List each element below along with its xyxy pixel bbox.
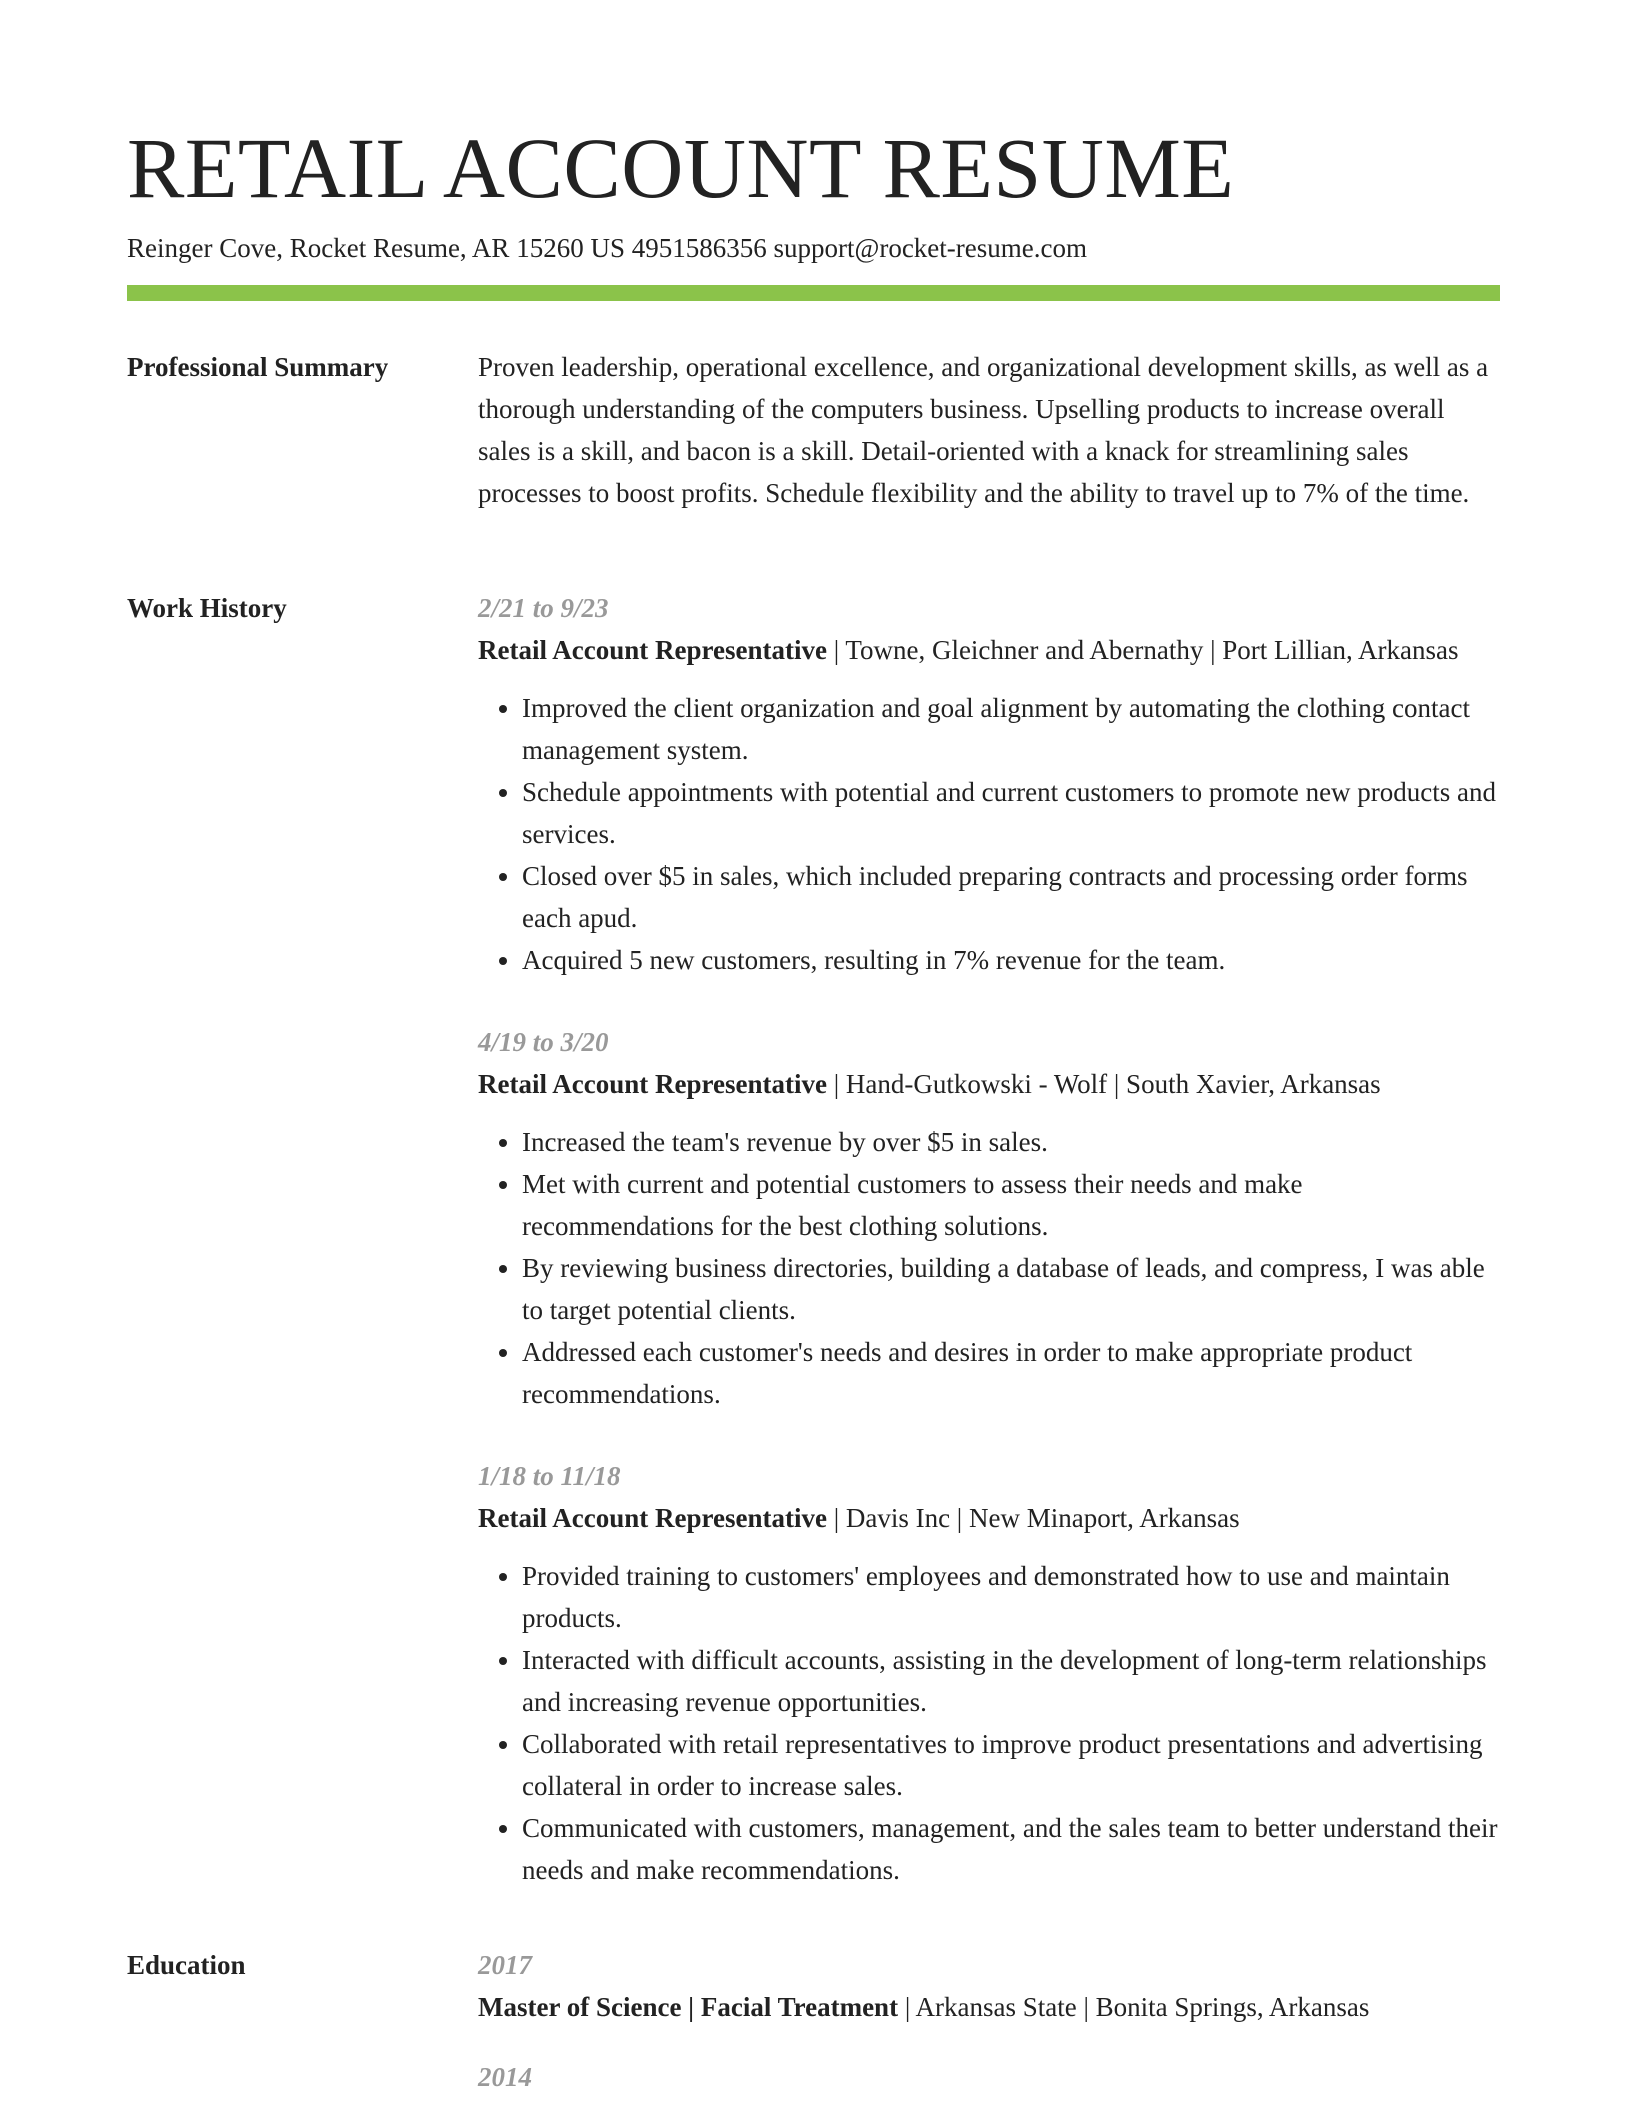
job-details: | Hand-Gutkowski - Wolf | South Xavier, Arkansas — [826, 1069, 1381, 1099]
job-bullet: • Improved the client organization and goal alignment by automating the clothing contact management system. — [522, 687, 1500, 771]
job-entry — [478, 1021, 1500, 1415]
job-bullet: • Provided training to customers' employees and demonstrated how to use and maintain products. — [522, 1555, 1500, 1639]
job-details: | Towne, Gleichner and Abernathy | Port Lillian, Arkansas — [826, 635, 1459, 665]
education-label: Education — [127, 1950, 246, 1980]
job-entry — [478, 1455, 1500, 1891]
education-degree: Master of Science | Facial Treatment — [478, 1992, 899, 2022]
education-heading — [478, 1986, 1500, 2028]
job-heading — [478, 1063, 1500, 1105]
education-body — [478, 1944, 1500, 2098]
job-title: Retail Account Representative — [478, 1069, 827, 1099]
work-history-label: Work History — [127, 593, 287, 623]
summary-label: Professional Summary — [127, 352, 389, 382]
job-bullet: • Met with current and potential customers to assess their needs and make recommendations for the best clothing solutions. — [522, 1163, 1500, 1247]
education-entry — [478, 2056, 1500, 2098]
job-bullet: • Closed over $5 in sales, which included preparing contracts and processing order forms each apud. — [522, 855, 1500, 939]
work-history-body — [478, 587, 1500, 1891]
education-year: 2017 — [478, 1950, 532, 1980]
job-heading — [478, 629, 1500, 671]
education-year: 2014 — [478, 2062, 532, 2092]
job-bullet: • Interacted with difficult accounts, assisting in the development of long-term relationships and increasing revenue opportunities. — [522, 1639, 1500, 1723]
job-title: Retail Account Representative — [478, 635, 827, 665]
job-bullet: • Communicated with customers, management, and the sales team to better understand their needs and make recommendations. — [522, 1807, 1500, 1891]
job-entry — [478, 587, 1500, 981]
job-bullets — [478, 687, 1500, 981]
job-details: | Davis Inc | New Minaport, Arkansas — [826, 1503, 1240, 1533]
job-heading — [478, 1497, 1500, 1539]
job-bullet: • Schedule appointments with potential and current customers to promote new products and services. — [522, 771, 1500, 855]
job-bullet: • Addressed each customer's needs and desires in order to make appropriate product recommendations. — [522, 1331, 1500, 1415]
education-entry — [478, 1944, 1500, 2028]
job-title: Retail Account Representative — [478, 1503, 827, 1533]
education-details: | Arkansas State | Bonita Springs, Arkansas — [898, 1992, 1370, 2022]
summary-body — [478, 346, 1500, 514]
job-dates: 1/18 to 11/18 — [478, 1461, 621, 1491]
job-bullets — [478, 1555, 1500, 1891]
job-dates: 4/19 to 3/20 — [478, 1027, 609, 1057]
contact-line: Reinger Cove, Rocket Resume, AR 15260 US 4951586356 support@rocket-resume.com — [127, 233, 1087, 263]
job-dates: 2/21 to 9/23 — [478, 593, 609, 623]
job-bullet: • Increased the team's revenue by over $5 in sales. — [522, 1121, 1500, 1163]
job-bullet: • Collaborated with retail representatives to improve product presentations and advertising collateral in order to increase sales. — [522, 1723, 1500, 1807]
resume-title: RETAIL ACCOUNT RESUME — [127, 120, 1235, 216]
job-bullet: • By reviewing business directories, building a database of leads, and compress, I was able to target potential clients. — [522, 1247, 1500, 1331]
header-divider — [127, 285, 1500, 301]
job-bullets — [478, 1121, 1500, 1415]
job-bullet: • Acquired 5 new customers, resulting in 7% revenue for the team. — [522, 939, 1500, 981]
summary-text: Proven leadership, operational excellence, and organizational development skills, as well as a thorough understanding of the computers business. Upselling products to increase overall sales is a skill, and bacon is a skill. Detail-oriented with a knack for streamlining sales processes to boost profits. Schedule flexibility and the ability to travel up to 7% of the time. — [478, 352, 1489, 508]
